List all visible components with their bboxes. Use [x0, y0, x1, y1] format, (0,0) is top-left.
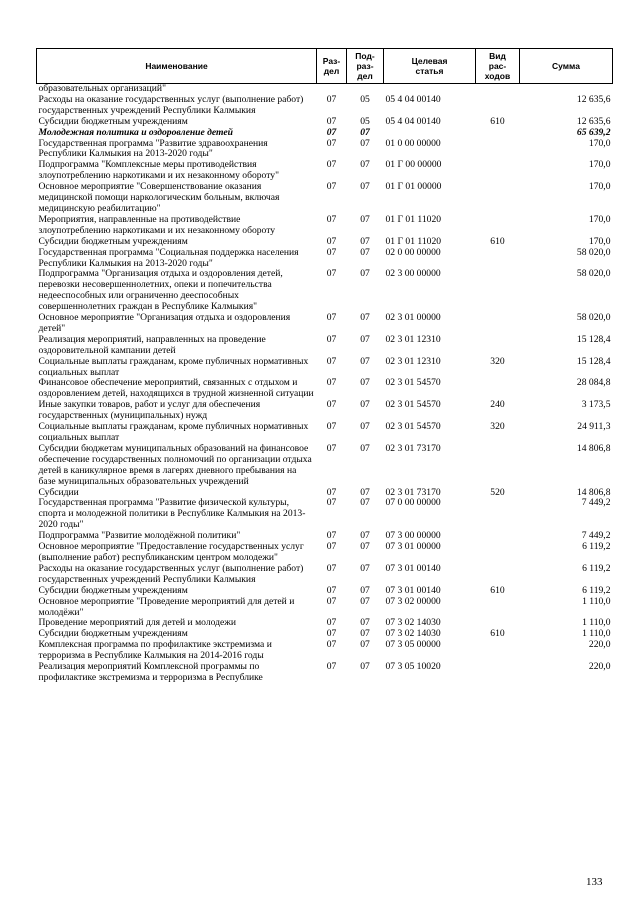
cell-name: Расходы на оказание государственных услуг (выполнение работ) государственных учреждений Республики Калмыкия [38, 562, 304, 585]
cell-sum: 1 110,0 [582, 617, 611, 629]
cell-sum: 170,0 [588, 137, 611, 149]
cell-subsection: 07 [360, 137, 370, 149]
cell-name: Расходы на оказание государственных услуг (выполнение работ) государственных учреждений Республики Калмыкия [38, 93, 304, 116]
cell-name: Подпрограмма "Организация отдыха и оздоровления детей, перевозки несовершеннолетних, опеки и попечительства недееспособных или ограниченно дееспособных совершеннолетних граждан в Республике Калмыкия" [38, 268, 283, 313]
cell-section: 07 [326, 617, 337, 629]
cell-name: образовательных организаций" [38, 83, 166, 94]
cell-target: 05 4 04 00140 [385, 115, 441, 127]
cell-type [476, 84, 520, 95]
cell-section: 07 [326, 213, 337, 225]
cell-section: 07 [326, 377, 337, 389]
cell-section: 07 [326, 421, 337, 433]
cell-target: 07 3 02 00000 [385, 595, 441, 607]
cell-type: 610 [490, 235, 505, 247]
cell-subsection: 07 [360, 268, 370, 280]
cell-subsection: 07 [360, 181, 370, 193]
header-target: Целевая статья [384, 49, 476, 84]
table-row [37, 378, 613, 400]
cell-name: Основное мероприятие "Проведение мероприятий для детей и молодёжи" [38, 595, 295, 618]
cell-subsection: 05 [360, 115, 370, 127]
cell-subsection: 07 [360, 159, 370, 171]
table-row [37, 564, 613, 586]
cell-subsection: 07 [360, 497, 370, 509]
cell-name: Финансовое обеспечение мероприятий, связанных с отдыхом и оздоровлением детей, находящихся в трудной жизненной ситуации [38, 377, 314, 400]
table-row [37, 139, 613, 161]
cell-target: 01 Г 00 00000 [385, 159, 442, 171]
cell-section: 07 [326, 628, 337, 640]
cell-sum: 15 128,4 [576, 333, 611, 345]
cell-type [476, 444, 520, 488]
cell-target: 07 0 00 00000 [385, 497, 441, 509]
cell-name: Подпрограмма "Комплексные меры противодействия злоупотреблению наркотиками и их незаконному обороту" [38, 159, 279, 182]
cell-subsection: 07 [360, 617, 370, 629]
table-row [37, 357, 613, 379]
cell-subsection: 07 [360, 541, 370, 553]
cell-section: 07 [326, 312, 337, 324]
cell-name: Основное мероприятие "Организация отдыха и оздоровления детей" [38, 312, 291, 334]
cell-target: 01 0 00 00000 [385, 137, 441, 149]
cell-sum: 6 119,2 [582, 562, 611, 574]
cell-sum: 170,0 [588, 181, 611, 193]
table-row [37, 662, 613, 684]
cell-target: 02 3 01 12310 [385, 333, 441, 345]
cell-target: 02 3 01 00000 [385, 312, 441, 324]
cell-target: 02 3 01 54570 [385, 399, 441, 411]
cell-type [476, 160, 520, 182]
cell-section: 07 [326, 235, 337, 247]
cell-section: 07 [326, 639, 337, 651]
cell-target: 02 3 01 54570 [385, 377, 441, 389]
cell-section: 07 [326, 530, 337, 542]
header-subsection: Под- раз- дел [347, 49, 384, 84]
cell-subsection: 07 [360, 661, 370, 673]
cell-type [476, 640, 520, 662]
cell-subsection: 07 [360, 530, 370, 542]
cell-sum: 7 449,2 [581, 497, 611, 509]
budget-table [36, 48, 613, 684]
cell-target: 07 3 02 14030 [385, 628, 441, 640]
cell-target: 02 0 00 00000 [385, 246, 441, 258]
cell-subsection: 07 [360, 442, 370, 454]
cell-sum: 6 119,2 [582, 584, 611, 596]
cell-section: 07 [326, 333, 337, 345]
cell-sum: 220,0 [588, 639, 611, 651]
cell-type: 610 [490, 584, 505, 596]
cell-name: Субсидии бюджетам муниципальных образований на финансовое обеспечение государственных полномочий по организации отдыха детей в каникулярное время в лагерях дневного пребывания на базе муниципальных образовательных учреждений [38, 442, 312, 487]
cell-name: Иные закупки товаров, работ и услуг для обеспечения государственных (муниципальных) нужд [38, 399, 261, 422]
cell-section: 07 [326, 268, 337, 280]
cell-subsection: 07 [360, 377, 370, 389]
cell-name: Социальные выплаты гражданам, кроме публичных нормативных социальных выплат [38, 355, 309, 378]
cell-subsection: 07 [360, 486, 370, 498]
cell-type [476, 182, 520, 215]
table-body [37, 84, 613, 684]
cell-name: Основное мероприятие "Совершенствование оказания медицинской помощи наркологическим больным, включая медицинскую реабилитацию" [38, 181, 280, 214]
cell-target: 07 3 01 00000 [385, 541, 441, 553]
page-number: 133 [586, 876, 603, 888]
cell-subsection: 07 [360, 639, 370, 651]
table-row [37, 269, 613, 313]
cell-section: 07 [326, 541, 337, 553]
table-row [37, 215, 613, 237]
cell-sum: 14 806,8 [576, 442, 611, 454]
table-row [37, 182, 613, 215]
cell-type [476, 269, 520, 313]
header-name: Наименование [37, 49, 317, 84]
cell-section: 07 [326, 562, 337, 574]
cell-type [476, 335, 520, 357]
table-row [37, 117, 613, 128]
cell-subsection: 07 [360, 421, 370, 433]
cell-subsection: 05 [360, 93, 370, 105]
cell-target: 02 3 01 54570 [385, 421, 441, 433]
cell-sum: 58 020,0 [576, 268, 611, 280]
cell-target: 07 3 01 00140 [385, 562, 441, 574]
cell-type [476, 498, 520, 531]
cell-name: Государственная программа "Социальная поддержка населения Республики Калмыкия на 2013-2020 годы" [38, 246, 299, 269]
table-row [37, 586, 613, 597]
cell-target: 07 3 01 00140 [385, 584, 441, 596]
cell-target: 01 Г 01 00000 [385, 181, 442, 193]
cell-name: Субсидии бюджетным учреждениям [38, 584, 188, 596]
cell-sum: 58 020,0 [576, 312, 611, 324]
header-section: Раз- дел [317, 49, 347, 84]
cell-sum: 220,0 [588, 661, 611, 673]
cell-sum: 6 119,2 [582, 541, 611, 553]
cell-subsection: 07 [360, 595, 370, 607]
table-header-row [37, 49, 613, 84]
cell-sum: 24 911,3 [577, 421, 611, 433]
cell-type: 610 [490, 115, 505, 127]
table-row [37, 498, 613, 531]
cell-target: 02 3 01 12310 [385, 355, 441, 367]
cell-section: 07 [326, 442, 337, 454]
table-row [37, 640, 613, 662]
cell-target: 07 3 05 00000 [385, 639, 441, 651]
cell-sum: 1 110,0 [582, 595, 611, 607]
cell-target: 02 3 00 00000 [385, 268, 441, 280]
table-row [37, 597, 613, 619]
cell-type [476, 662, 520, 684]
cell-type [476, 128, 520, 139]
cell-subsection: 07 [360, 235, 370, 247]
cell-subsection: 07 [360, 584, 370, 596]
cell-name: Субсидии [38, 486, 79, 498]
cell-type: 520 [490, 486, 505, 498]
cell-section: 07 [326, 181, 337, 193]
cell-section: 07 [326, 355, 337, 367]
cell-subsection: 07 [360, 126, 370, 138]
table-row [37, 542, 613, 564]
cell-section: 07 [326, 584, 337, 596]
cell-section: 07 [326, 399, 337, 411]
cell-type [476, 564, 520, 586]
cell-section: 07 [326, 126, 337, 138]
cell-section: 07 [326, 246, 337, 258]
cell-section: 07 [326, 93, 337, 105]
cell-name: Государственная программа "Развитие здравоохранения Республики Калмыкия на 2013-2020 годы" [38, 137, 268, 160]
cell-target: 01 Г 01 11020 [385, 235, 442, 247]
cell-sum: 12 635,6 [576, 93, 611, 105]
cell-subsection: 07 [360, 399, 370, 411]
cell-name: Проведение мероприятий для детей и молодежи [38, 617, 237, 629]
cell-subsection: 07 [360, 312, 370, 324]
header-sum: Сумма [520, 49, 613, 84]
cell-section: 07 [326, 137, 337, 149]
cell-sum: 65 639,2 [576, 126, 611, 138]
cell-type [476, 378, 520, 400]
header-type: Вид рас- ходов [476, 49, 520, 84]
table-row [37, 95, 613, 117]
cell-subsection: 07 [360, 213, 370, 225]
cell-target: 07 3 00 00000 [385, 530, 441, 542]
table-row [37, 444, 613, 488]
cell-section: 07 [326, 486, 337, 498]
cell-name: Государственная программа "Развитие физической культуры, спорта и молодежной политики в Республике Калмыкия на 2013-2020 годы" [38, 497, 306, 531]
cell-type [476, 139, 520, 161]
cell-type: 610 [490, 628, 505, 640]
cell-sum: 14 806,8 [576, 486, 611, 498]
cell-name: Основное мероприятие "Предоставление государственных услуг (выполнение работ) республиканским центром молодежи" [38, 541, 304, 563]
cell-subsection: 07 [360, 246, 370, 258]
table-row [37, 335, 613, 357]
table-row [37, 422, 613, 444]
cell-sum: 58 020,0 [576, 246, 611, 258]
cell-name: Реализация мероприятий, направленных на проведение оздоровительной кампании детей [38, 333, 266, 356]
cell-sum: 170,0 [588, 235, 611, 247]
cell-section: 07 [326, 115, 337, 127]
cell-sum: 7 449,2 [581, 530, 611, 542]
cell-name: Социальные выплаты гражданам, кроме публичных нормативных социальных выплат [38, 421, 309, 443]
cell-type [476, 95, 520, 117]
cell-subsection: 07 [360, 333, 370, 345]
cell-type [476, 531, 520, 542]
cell-type: 320 [490, 421, 505, 433]
cell-subsection: 07 [360, 628, 370, 640]
cell-sum: 3 173,5 [581, 399, 611, 411]
cell-type [476, 215, 520, 237]
cell-sum: 15 128,4 [576, 355, 611, 367]
cell-type: 240 [490, 399, 505, 411]
cell-name: Реализация мероприятий Комплексной программы по профилактике экстремизма и терроризма в Республике [38, 661, 263, 683]
table-row [37, 400, 613, 422]
cell-type [476, 313, 520, 335]
cell-target: 02 3 01 73170 [385, 486, 441, 498]
table-row [37, 248, 613, 270]
cell-target: 07 3 05 10020 [385, 661, 441, 673]
cell-name: Субсидии бюджетным учреждениям [38, 235, 188, 247]
cell-name: Молодежная политика и оздоровление детей [38, 126, 233, 138]
cell-target: 05 4 04 00140 [385, 93, 441, 105]
cell-section: 07 [326, 497, 337, 509]
cell-name: Мероприятия, направленные на противодействие злоупотреблению наркотиками и их незаконному обороту [38, 213, 276, 236]
cell-type [476, 248, 520, 270]
cell-sum: 170,0 [588, 159, 611, 171]
cell-name: Подпрограмма "Развитие молодёжной политики" [38, 530, 241, 542]
table-row [37, 160, 613, 182]
cell-target [384, 128, 476, 139]
cell-type: 320 [490, 355, 505, 367]
cell-sum: 1 110,0 [582, 628, 611, 640]
cell-subsection: 07 [360, 355, 370, 367]
table-row [37, 313, 613, 335]
table-row [37, 128, 613, 139]
cell-section: 07 [326, 595, 337, 607]
cell-subsection: 07 [360, 562, 370, 574]
cell-sum: 12 635,6 [576, 115, 611, 127]
cell-sum: 28 084,8 [576, 377, 611, 389]
table-row [37, 237, 613, 248]
cell-name: Субсидии бюджетным учреждениям [38, 628, 188, 640]
cell-section: 07 [326, 159, 337, 171]
cell-type [476, 597, 520, 619]
cell-sum: 170,0 [588, 213, 611, 225]
cell-target: 02 3 01 73170 [385, 442, 441, 454]
cell-type [476, 542, 520, 564]
cell-target: 01 Г 01 11020 [385, 213, 442, 225]
cell-target: 07 3 02 14030 [385, 617, 441, 629]
cell-section: 07 [326, 661, 337, 673]
cell-name: Субсидии бюджетным учреждениям [38, 115, 188, 127]
cell-name: Комплексная программа по профилактике экстремизма и терроризма в Республике Калмыкия на 2014-2016 годы [38, 639, 272, 662]
